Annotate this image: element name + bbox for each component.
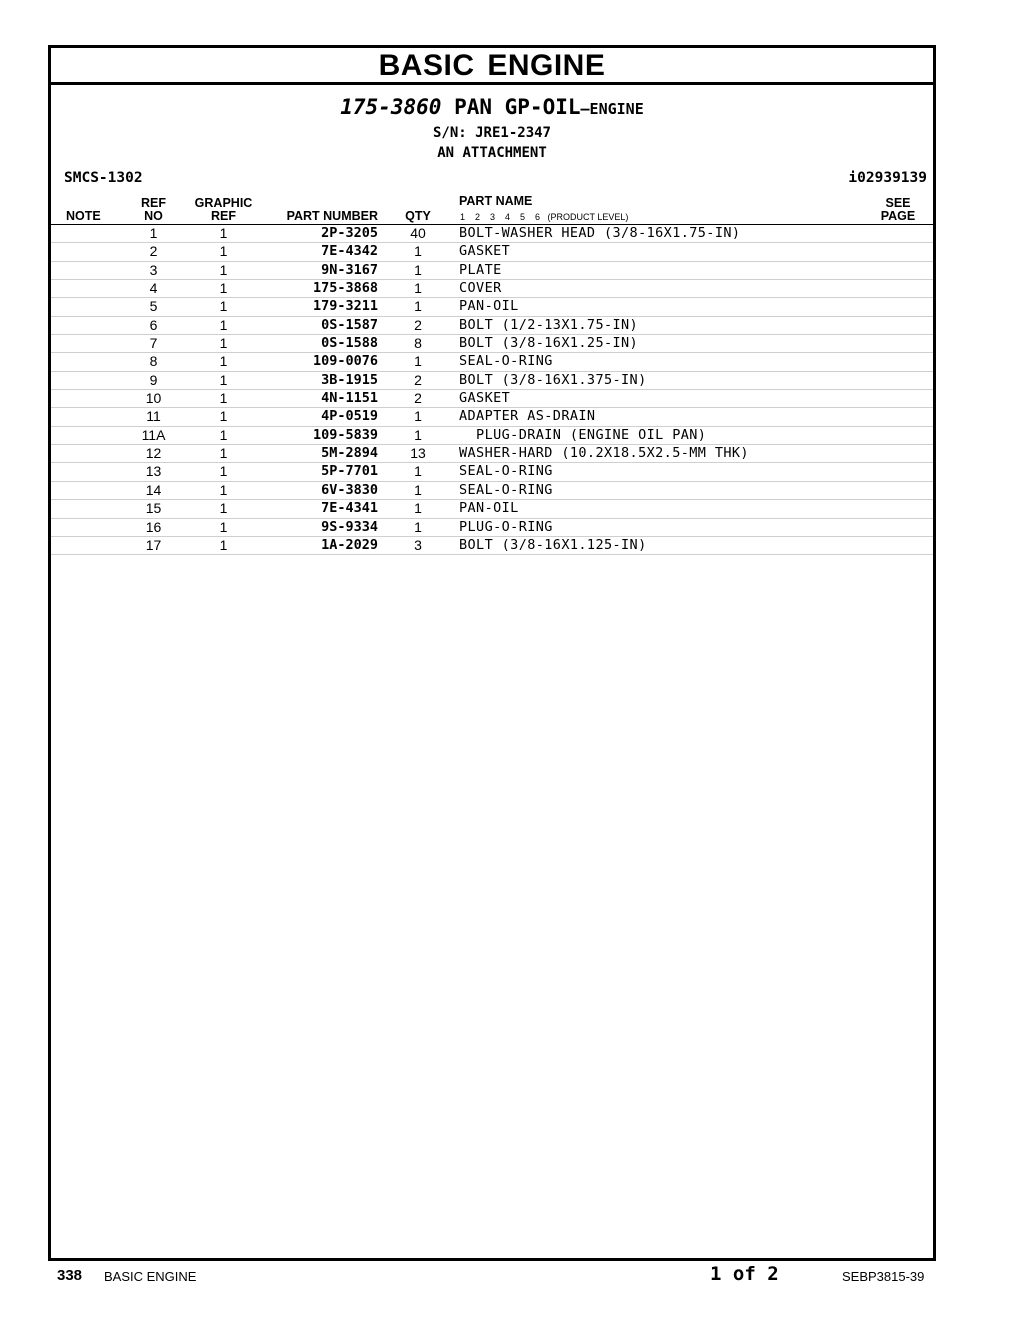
part-name: SEAL-O-RING	[459, 463, 553, 480]
part-name: GASKET	[459, 390, 511, 407]
graphic-ref: 1	[219, 481, 228, 498]
part-name: GASKET	[459, 243, 511, 260]
table-header	[51, 193, 933, 225]
ref-no: 11	[146, 408, 161, 425]
group-title	[51, 93, 933, 123]
table-row	[51, 500, 933, 518]
ref-no: 7	[149, 335, 158, 352]
part-number: 109-0076	[312, 353, 378, 370]
illustration-id: i02939139	[848, 170, 927, 186]
ref-no: 16	[145, 518, 162, 535]
ref-no: 1	[149, 225, 158, 241]
part-name: PAN-OIL	[459, 500, 519, 517]
col-ref-line1: REF	[141, 196, 166, 210]
graphic-ref: 1	[219, 261, 228, 278]
table-row	[51, 353, 933, 371]
quantity: 1	[414, 408, 422, 425]
graphic-ref: 1	[219, 463, 228, 480]
col-graphic-line1: GRAPHIC	[194, 196, 253, 210]
table-row	[51, 225, 933, 243]
smcs-code: SMCS-1302	[64, 170, 143, 186]
quantity: 1	[414, 353, 422, 370]
col-see-line1: SEE	[885, 196, 911, 210]
parts-table-body	[51, 225, 933, 555]
graphic-ref: 1	[219, 445, 228, 462]
part-number: 109-5839	[312, 426, 378, 443]
part-name: SEAL-O-RING	[459, 481, 553, 498]
ref-no: 12	[145, 445, 162, 462]
col-part-number: PART NUMBER	[286, 209, 378, 223]
quantity: 1	[414, 481, 422, 498]
ref-no: 4	[149, 280, 158, 297]
table-row	[51, 427, 933, 445]
part-name: SEAL-O-RING	[459, 353, 553, 370]
part-number: 6V-3830	[321, 481, 378, 498]
serial-number: S/N: JRE1-2347	[432, 125, 551, 141]
quantity: 1	[414, 500, 422, 517]
part-number: 0S-1587	[321, 316, 378, 333]
quantity: 1	[414, 261, 422, 278]
col-part-name: PART NAME	[459, 194, 533, 208]
ref-no: 15	[145, 500, 162, 517]
parts-page-frame	[48, 45, 936, 1261]
ref-no: 14	[145, 481, 162, 498]
part-name: PAN-OIL	[459, 298, 519, 315]
quantity: 3	[414, 536, 422, 553]
graphic-ref: 1	[219, 298, 228, 315]
footer-section: BASIC ENGINE	[104, 1269, 197, 1284]
graphic-ref: 1	[219, 536, 228, 553]
col-product-level: 1 2 3 4 5 6 (PRODUCT LEVEL)	[460, 212, 629, 222]
quantity: 40	[410, 225, 426, 241]
part-number: 9S-9334	[321, 518, 378, 535]
table-row	[51, 408, 933, 426]
part-number: 9N-3167	[321, 261, 378, 278]
graphic-ref: 1	[219, 316, 228, 333]
smcs-row	[64, 170, 927, 190]
table-row	[51, 298, 933, 316]
graphic-ref: 1	[219, 225, 228, 241]
ref-no: 6	[149, 316, 158, 333]
graphic-ref: 1	[219, 335, 228, 352]
part-name: BOLT (1/2-13X1.75-IN)	[459, 316, 639, 333]
ref-no: 10	[145, 390, 162, 407]
attachment-label: AN ATTACHMENT	[437, 145, 547, 161]
footer-page-number: 338	[57, 1267, 83, 1284]
part-name: BOLT (3/8-16X1.25-IN)	[459, 335, 639, 352]
part-number: 7E-4342	[321, 243, 378, 260]
table-row	[51, 482, 933, 500]
table-row	[51, 537, 933, 555]
part-number: 2P-3205	[321, 225, 378, 241]
ref-no: 9	[149, 371, 158, 388]
graphic-ref: 1	[219, 371, 228, 388]
part-name: BOLT (3/8-16X1.375-IN)	[459, 371, 647, 388]
quantity: 2	[414, 371, 422, 388]
group-suffix: —ENGINE	[580, 100, 644, 118]
table-row	[51, 243, 933, 261]
quantity: 1	[414, 243, 422, 260]
table-row	[51, 445, 933, 463]
part-number: 179-3211	[312, 298, 378, 315]
quantity: 1	[414, 426, 422, 443]
quantity: 2	[414, 316, 422, 333]
table-row	[51, 519, 933, 537]
table-row	[51, 463, 933, 481]
group-name: PAN GP-OIL	[454, 95, 581, 119]
quantity: 1	[414, 298, 422, 315]
col-ref-line2: NO	[144, 209, 163, 223]
table-row	[51, 390, 933, 408]
part-name: WASHER-HARD (10.2X18.5X2.5-MM THK)	[459, 445, 749, 462]
ref-no: 17	[145, 536, 162, 553]
part-number: 3B-1915	[321, 371, 378, 388]
quantity: 13	[410, 445, 426, 462]
col-graphic-line2: REF	[211, 209, 236, 223]
graphic-ref: 1	[219, 280, 228, 297]
col-see-line2: PAGE	[880, 209, 916, 223]
part-number: 5M-2894	[321, 445, 378, 462]
part-number: 7E-4341	[321, 500, 378, 517]
ref-no: 3	[149, 261, 158, 278]
part-number: 5P-7701	[321, 463, 378, 480]
footer-document-number: SEBP3815-39	[842, 1269, 925, 1284]
group-part-number: 175-3860	[340, 95, 442, 119]
part-number: 175-3868	[312, 280, 378, 297]
ref-no: 8	[149, 353, 158, 370]
quantity: 2	[414, 390, 422, 407]
part-number: 1A-2029	[321, 536, 378, 553]
ref-no: 2	[149, 243, 158, 260]
graphic-ref: 1	[219, 243, 228, 260]
col-qty: QTY	[405, 209, 431, 223]
part-name: BOLT (3/8-16X1.125-IN)	[459, 536, 647, 553]
graphic-ref: 1	[219, 353, 228, 370]
part-name: COVER	[459, 280, 502, 297]
table-row	[51, 317, 933, 335]
graphic-ref: 1	[219, 426, 228, 443]
quantity: 8	[414, 335, 422, 352]
part-name: PLATE	[459, 261, 502, 278]
section-title-bar	[51, 48, 933, 85]
part-name: ADAPTER AS-DRAIN	[459, 408, 596, 425]
part-number: 0S-1588	[321, 335, 378, 352]
quantity: 1	[414, 280, 422, 297]
table-row	[51, 372, 933, 390]
graphic-ref: 1	[219, 500, 228, 517]
part-name: PLUG-O-RING	[459, 518, 553, 535]
part-number: 4N-1151	[321, 390, 378, 407]
part-name: BOLT-WASHER HEAD (3/8-16X1.75-IN)	[459, 225, 741, 241]
footer-page-of: 1 of 2	[710, 1263, 779, 1285]
graphic-ref: 1	[219, 518, 228, 535]
quantity: 1	[414, 518, 422, 535]
section-title: BASIC ENGINE	[378, 49, 606, 82]
table-row	[51, 335, 933, 353]
ref-no: 13	[145, 463, 162, 480]
ref-no: 11A	[141, 426, 166, 443]
table-row	[51, 280, 933, 298]
table-row	[51, 262, 933, 280]
col-note: NOTE	[66, 209, 101, 223]
page-footer	[0, 1263, 1020, 1287]
quantity: 1	[414, 463, 422, 480]
graphic-ref: 1	[219, 390, 228, 407]
group-header	[51, 93, 933, 163]
graphic-ref: 1	[219, 408, 228, 425]
part-number: 4P-0519	[321, 408, 378, 425]
ref-no: 5	[149, 298, 158, 315]
part-name: PLUG-DRAIN (ENGINE OIL PAN)	[459, 426, 707, 443]
